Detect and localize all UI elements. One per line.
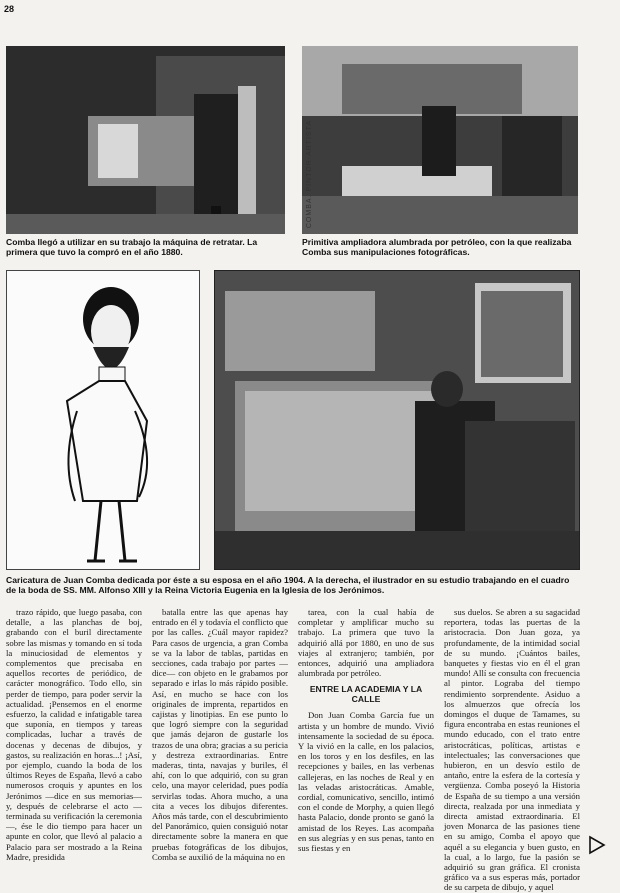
studio-photo <box>214 270 580 570</box>
main-caption: Caricatura de Juan Comba dedicada por éste a su esposa en el año 1904. A la derecha, el ilustrador en su estudio trabajando en el cuadro de la boda de SS. MM. Alfonso XIII y la Reina Victoria Eugenia en la Iglesia de los Jerónimos. <box>6 575 570 595</box>
column-4-text: sus duelos. Se abren a su sagacidad reportera, todas las puertas de la aristocracia. Don Juan goza, ya profundamente, de la intimidad social de su mundo. ¡Cuántos bailes, banquetes y fiestas vio en él el gran mundo! Allí se consulta con frecuencia al pintor. Lograba del tiempo rendimiento sorprendente. Asiduo a los almuerzos que ofrecía los domingos el duque de Tamames, su figura encontraba en estas reuniones el mundo educado, con el trato entre aristocráticas, políticas, artistas e intelectuales; las conversaciones que hubieron, en un desvío estilo de antaño, entre la esfera de la cortesía y vergüenza. Comba poseyó la Historia de España de su tiempo a una versión directa, realzada por una inmediata y directa amistad extraordinaria. El joven Monarca de las pasiones tiene en su amigo, Comba el apoyo que aquél a su elegancia y buen gusto, en la cual, a lo largo, fue la pasión se adquirió su gran gráfica. El cronista gráfico va a sus esperas más, portador de su carpeta de dibujo, y aquel <box>444 607 580 893</box>
caricature-drawing <box>6 270 200 570</box>
article-column-3 <box>298 607 434 865</box>
camera-photo <box>6 46 285 234</box>
article-column-2 <box>152 607 288 865</box>
article-column-1 <box>6 607 142 865</box>
studio-image <box>215 271 579 569</box>
enlarger-caption: Primitiva ampliadora alumbrada por petróleo, con la que realizaba Comba sus manipulaciones fotográficas. <box>302 237 572 257</box>
column-2-text: batalla entre las que apenas hay entrado en él y todavía el conflicto que por las calles. ¿Cuál mayor rapidez? Para casos de urgencia, a gran Comba se va la labor de tablas, partidas en secciones, cada trabajo por partes —dice— con objeto en le grabamos por separado e irlas lo más rápido posible. Así, en mucho se hace con los originales de imprenta, repartidos en cajistas y linotipias. En ese punto lo que logró siempre con la seguridad que jamás dejaron de gustarle los trazos de una obra; gracias a su pericia y destreza extraordinarias. Entre maderas, tinta, navajas y buriles, él ahí, con lo que adquirió, con su gran celo, una mayor celeridad, pues podía servirlas todas. Ahora mucho, a una cita a veces los dibujos diferentes. Años más tarde, con el descubrimiento del Panorámico, quien consiguió notar directamente sobre la manera en que pruebas fotográficas de los dibujos, Comba se auxilió de la máquina no en <box>152 607 288 862</box>
enlarger-image <box>302 46 578 234</box>
camera-image <box>6 46 285 234</box>
article-column-4 <box>444 607 580 893</box>
section-heading: ENTRE LA ACADEMIA Y LA CALLE <box>309 684 423 705</box>
enlarger-photo <box>302 46 578 234</box>
camera-caption: Comba llegó a utilizar en su trabajo la máquina de retratar. La primera que tuvo la compró en el año 1880. <box>6 237 258 257</box>
column-3-body: Don Juan Comba García fue un artista y un hombre de mundo. Vivió intensamente la sociedad de su época. Y la vivió en la calle, en los palacios, en los toros y en los desfiles, en las recepciones y bailes, en las verbenas callejeras, en las noches de Real y en las veladas aristocráticas. Amable, cordial, comunicativo, sencillo, intimó con el conde de Morphy, a quien llegó hasta Palacio, donde pronto se ganó la amistad de los Reyes. Las acompaña en sus alegrías y en sus penas, tanto en sus fiestas y en <box>298 710 434 854</box>
page-number: 28 <box>4 4 15 14</box>
caricature-image <box>7 271 199 569</box>
column-1-text: trazo rápido, que luego pasaba, con detalle, a las planchas de boj, grabando con el buril directamente sobre las mismas y tomando en sí toda la minuciosidad de elementos y complementos que precisaba en aquellos recortes de periódico, de carácter monográfico. Todo ello, sin perder de tiempo, para poder servir la actualidad. ¡Pensemos en el enorme esfuerzo, la calidad e infatigable tarea que suponía, en tiempos y tareas complicadas, luchar a través de docenas y decenas de dibujos, y gastos, su realización en horas...! ¡Así, por ejemplo, cuando la boda de los últimos Reyes de España, llevó a cabo numerosos croquis y apuntes en los Jerónimos —dice en sus memorias— y, después de celebrarse el acto —terminada su verificación la ceremonia—, ése le dio tiempo para hacer un apunte en color, que llevó al palacio a Palacio para ser mostrado a la Reina Madre, presidida <box>6 607 142 862</box>
enlarger-side-label: COMBA. PINTOR-ARTISTA <box>306 120 313 229</box>
column-3-intro: tarea, con la cual había de completar y amplificar mucho su trabajo. La primera que tuvo la adquirió allá por 1880, en uno de sus viajes al extranjero; también, por entonces, adquirió una ampliadora alumbrada por petróleo. <box>298 607 434 679</box>
next-page-arrow-icon[interactable] <box>586 834 608 856</box>
